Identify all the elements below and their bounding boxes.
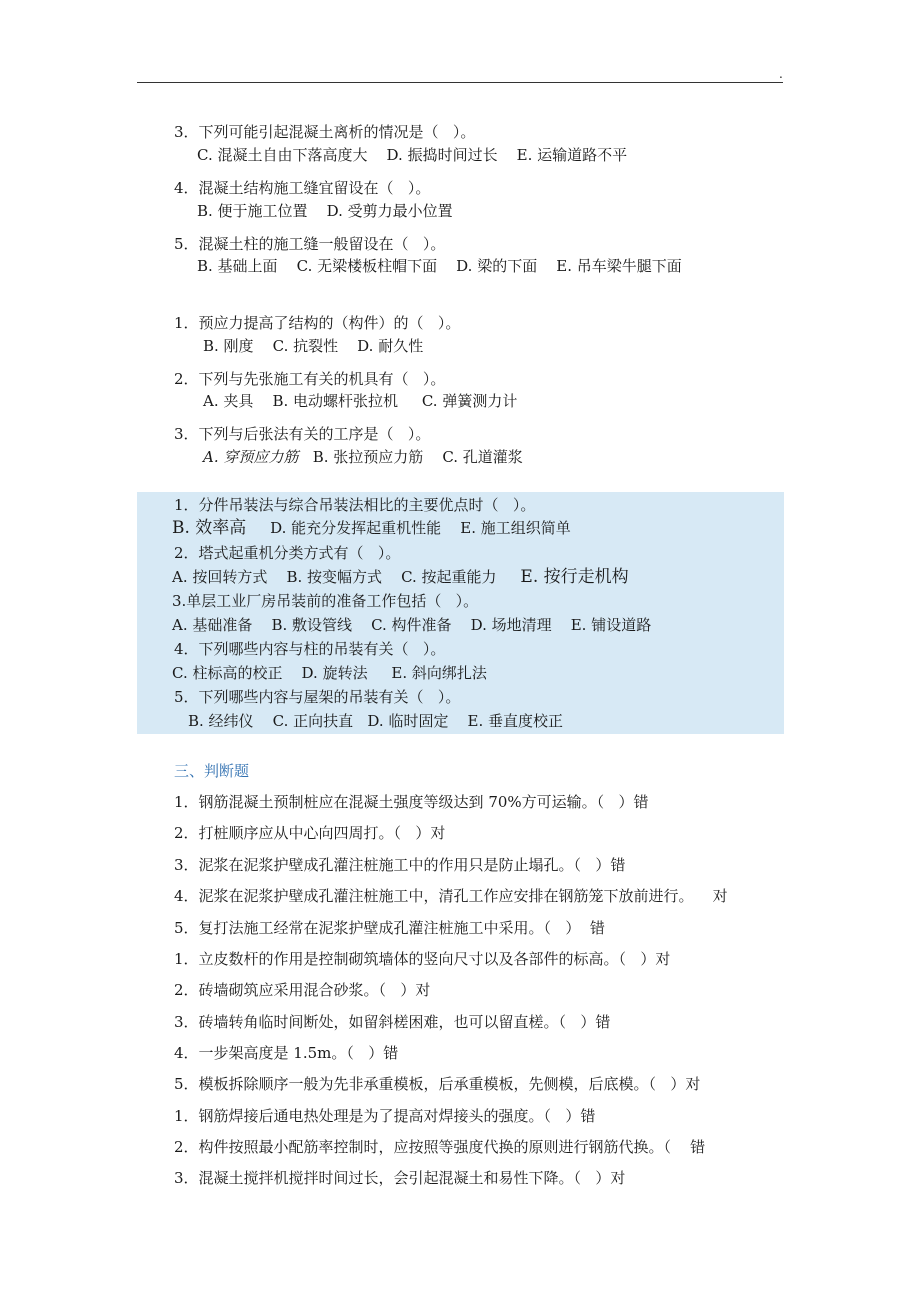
judgement-item: 3．泥浆在泥浆护壁成孔灌注桩施工中的作用只是防止塌孔。（ ）错	[174, 856, 626, 874]
judgement-item: 4．一步架高度是 1.5m。（ ）错	[174, 1044, 399, 1062]
question-text: 4．混凝土结构施工缝宜留设在（ ）。	[174, 179, 431, 197]
header-dot: .	[779, 67, 783, 81]
large-option: B. 效率高	[172, 518, 247, 538]
judgement-item: 2．砖墙砌筑应采用混合砂浆。（ ）对	[174, 981, 431, 999]
option-rest: B. 张拉预应力筋 C. 孔道灌浆	[312, 448, 523, 466]
judgement-item: 2．打桩顺序应从中心向四周打。（ ）对	[174, 824, 446, 842]
question-text: 3．下列与后张法有关的工序是（ ）。	[174, 425, 431, 443]
answer-options: C. 柱标高的校正 D. 旋转法 E. 斜向绑扎法	[172, 664, 487, 682]
option-list: A. 按回转方式 B. 按变幅方式 C. 按起重能力	[172, 568, 497, 586]
judgement-item: 2．构件按照最小配筋率控制时，应按照等强度代换的原则进行钢筋代换。（ 错	[174, 1138, 706, 1156]
question-text: 3.单层工业厂房吊装前的准备工作包括（ ）。	[172, 592, 479, 610]
answer-options: C. 混凝土自由下落高度大 D. 振捣时间过长 E. 运输道路不平	[197, 146, 628, 164]
question-text: 2．下列与先张施工有关的机具有（ ）。	[174, 370, 446, 388]
question-text: 4．下列哪些内容与柱的吊装有关（ ）。	[174, 640, 446, 658]
question-text: 2．塔式起重机分类方式有（ ）。	[174, 544, 401, 562]
question-text: 3．下列可能引起混凝土离析的情况是（ ）。	[174, 123, 476, 141]
judgement-item: 4．泥浆在泥浆护壁成孔灌注桩施工中，清孔工作应安排在钢筋笼下放前进行。 对	[174, 887, 728, 905]
answer-options: B. 便于施工位置 D. 受剪力最小位置	[197, 202, 453, 220]
answer-options: B. 基础上面 C. 无梁楼板柱帽下面 D. 梁的下面 E. 吊车梁牛腿下面	[197, 257, 682, 275]
question-text: 1．分件吊装法与综合吊装法相比的主要优点时（ ）。	[174, 496, 536, 514]
answer-options: A. 夹具 B. 电动螺杆张拉机 C. 弹簧测力计	[203, 392, 518, 410]
section-title: 三、判断题	[174, 762, 250, 780]
answer-options: A. 基础准备 B. 敷设管线 C. 构件准备 D. 场地清理 E. 铺设道路	[172, 616, 652, 634]
judgement-item: 3．砖墙转角临时间断处，如留斜槎困难，也可以留直槎。（ ）错	[174, 1013, 611, 1031]
question-text: 5．下列哪些内容与屋架的吊装有关（ ）。	[174, 688, 461, 706]
judgement-item: 1．钢筋混凝土预制桩应在混凝土强度等级达到 70%方可运输。（ ）错	[174, 793, 649, 811]
answer-options: B. 刚度 C. 抗裂性 D. 耐久性	[203, 337, 424, 355]
answer-options	[172, 518, 571, 538]
judgement-item: 5．复打法施工经常在泥浆护壁成孔灌注桩施工中采用。（ ） 错	[174, 919, 605, 937]
option-rest: D. 能充分发挥起重机性能 E. 施工组织简单	[270, 519, 571, 537]
question-text: 1．预应力提高了结构的（构件）的（ ）。	[174, 314, 461, 332]
header-rule	[137, 82, 783, 83]
judgement-item: 1．钢筋焊接后通电热处理是为了提高对焊接头的强度。（ ）错	[174, 1107, 596, 1125]
answer-options	[172, 567, 629, 587]
italic-option: A. 穿预应力筋	[203, 448, 299, 466]
judgement-item: 5．模板拆除顺序一般为先非承重模板，后承重模板，先侧模，后底模。（ ）对	[174, 1075, 701, 1093]
answer-options	[203, 447, 523, 467]
answer-options: B. 经纬仪 C. 正向扶直 D. 临时固定 E. 垂直度校正	[188, 712, 564, 730]
judgement-item: 3．混凝土搅拌机搅拌时间过长，会引起混凝土和易性下降。（ ）对	[174, 1169, 626, 1187]
large-option: E. 按行走机构	[520, 567, 629, 587]
judgement-item: 1．立皮数杆的作用是控制砌筑墙体的竖向尺寸以及各部件的标高。（ ）对	[174, 950, 671, 968]
question-text: 5．混凝土柱的施工缝一般留设在（ ）。	[174, 235, 446, 253]
